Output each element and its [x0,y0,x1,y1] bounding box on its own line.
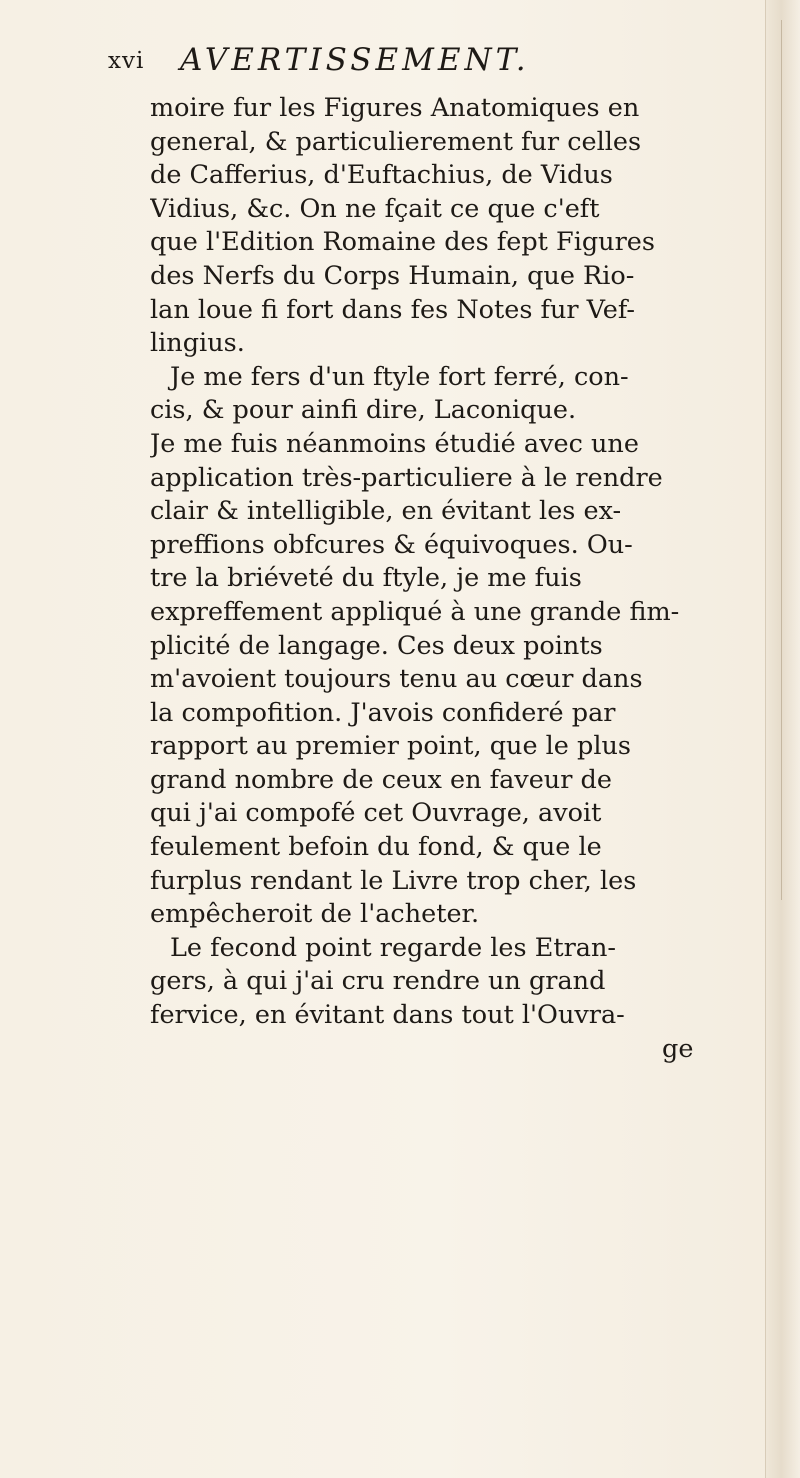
text-line: tre la briéveté du ftyle, je me fuis [150,563,582,594]
text-line: application très-particuliere à le rendre [150,462,663,493]
text-line: clair & intelligible, en évitant les ex- [150,496,622,527]
page-number: xvi [108,48,145,74]
text-line: general, & particulierement fur celles [150,126,642,157]
text-line: Je me fuis néanmoins étudié avec une [150,428,639,459]
text-line: gers, à qui j'ai cru rendre un grand [150,966,606,997]
text-line: Vidius, &c. On ne fçait ce que c'eft [150,193,600,224]
text-line: empêcheroit de l'acheter. [150,899,480,930]
text-line: preffions obfcures & équivoques. Ou- [150,529,633,560]
text-line: lan loue fi fort dans fes Notes fur Vef- [150,294,635,325]
text-line: que l'Edition Romaine des fept Figures [150,227,655,258]
text-line: lingius. [150,328,245,359]
page-header [108,42,728,86]
text-line: rapport au premier point, que le plus [150,731,631,762]
gutter-line [781,20,782,900]
running-head: AVERTISSEMENT. [180,42,530,78]
text-line: fervice, en évitant dans tout l'Ouvra- [150,1000,625,1031]
text-line: feulement befoin du fond, & que le [150,832,602,863]
text-line: expreffement appliqué à une grande fim- [150,596,680,627]
body-text [150,92,770,1066]
paragraph-start-line: Le fecond point regarde les Etran- [170,932,617,963]
text-line: la compofition. J'avois confideré par [150,697,616,728]
text-line: qui j'ai compofé cet Ouvrage, avoit [150,798,602,829]
text-line: furplus rendant le Livre trop cher, les [150,865,637,896]
text-line: moire fur les Figures Anatomiques en [150,93,640,123]
page-gutter [765,0,800,1478]
text-line: grand nombre de ceux en faveur de [150,764,612,795]
text-line: de Cafferius, d'Euftachius, de Vidus [150,160,613,191]
text-line: cis, & pour ainfi dire, Laconique. [150,395,577,426]
text-line: des Nerfs du Corps Humain, que Rio- [150,260,635,291]
text-line: plicité de langage. Ces deux points [150,630,603,661]
catchword: ge [662,1033,694,1064]
text-line: m'avoient toujours tenu au cœur dans [150,664,643,695]
paragraph-start-line: Je me fers d'un ftyle fort ferré, con- [170,361,629,392]
